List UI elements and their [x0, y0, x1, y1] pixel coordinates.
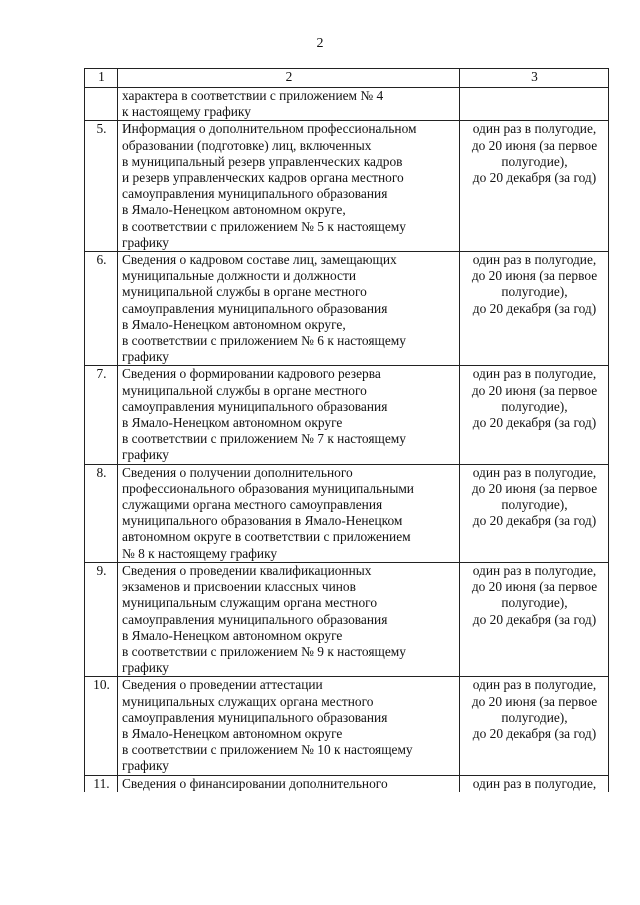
table-row: [85, 775, 609, 792]
row-period: один раз в полугодие, до 20 июня (за первое полугодие), до 20 декабря (за год): [460, 677, 609, 775]
row-period: один раз в полугодие, до 20 июня (за первое полугодие), до 20 декабря (за год): [460, 252, 609, 366]
row-period: один раз в полугодие, до 20 июня (за первое полугодие), до 20 декабря (за год): [460, 464, 609, 562]
table-row: [85, 366, 609, 464]
table-row: [85, 88, 609, 121]
row-description: Сведения о кадровом составе лиц, замещающих муниципальные должности и должности муниципальной службы в органе местного самоуправления муниципального образования в Ямало-Ненецком автономном округе, в соответствии с приложением № 6 к настоящему графику: [118, 252, 460, 366]
column-header-description: 2: [118, 69, 460, 88]
column-header-period: 3: [460, 69, 609, 88]
row-description: Сведения о формировании кадрового резерва муниципальной службы в органе местного самоуправления муниципального образования в Ямало-Ненецком автономном округе в соответствии с приложением № 7 к настоящему графику: [118, 366, 460, 464]
table-row: [85, 464, 609, 562]
row-number: [85, 88, 118, 121]
row-period: один раз в полугодие, до 20 июня (за первое полугодие), до 20 декабря (за год): [460, 562, 609, 676]
row-description: Сведения о финансировании дополнительного: [118, 775, 460, 792]
row-number: 5.: [85, 121, 118, 252]
row-description: Сведения о получении дополнительного профессионального образования муниципальными служащими органа местного самоуправления муниципального образования в Ямало-Ненецком автономном округе в соответствии с приложением № 8 к настоящему графику: [118, 464, 460, 562]
row-number: 10.: [85, 677, 118, 775]
row-number: 8.: [85, 464, 118, 562]
row-description: Информация о дополнительном профессиональном образовании (подготовке) лиц, включенных в муниципальный резерв управленческих кадров и резерв управленческих кадров органа местного самоуправления муниципального образования в Ямало-Ненецком автономном округе, в соответствии с приложением № 5 к настоящему графику: [118, 121, 460, 252]
table-row: [85, 677, 609, 775]
row-description: Сведения о проведении квалификационных экзаменов и присвоении классных чинов муниципальным служащим органа местного самоуправления муниципального образования в Ямало-Ненецком автономном округе в соответствии с приложением № 9 к настоящему графику: [118, 562, 460, 676]
table-row: [85, 252, 609, 366]
table-header-row: [85, 69, 609, 88]
row-period: [460, 88, 609, 121]
row-number: 7.: [85, 366, 118, 464]
row-number: 11.: [85, 775, 118, 792]
row-description: Сведения о проведении аттестации муниципальных служащих органа местного самоуправления муниципального образования в Ямало-Ненецком автономном округе в соответствии с приложением № 10 к настоящему графику: [118, 677, 460, 775]
table-row: [85, 121, 609, 252]
reporting-schedule-table: [84, 68, 609, 792]
row-period: один раз в полугодие, до 20 июня (за первое полугодие), до 20 декабря (за год): [460, 121, 609, 252]
row-number: 6.: [85, 252, 118, 366]
row-period: один раз в полугодие, до 20 июня (за первое полугодие), до 20 декабря (за год): [460, 366, 609, 464]
row-description: характера в соответствии с приложением № 4 к настоящему графику: [118, 88, 460, 121]
row-period: один раз в полугодие,: [460, 775, 609, 792]
page-number: 2: [316, 36, 324, 51]
table-row: [85, 562, 609, 676]
column-header-number: 1: [85, 69, 118, 88]
row-number: 9.: [85, 562, 118, 676]
